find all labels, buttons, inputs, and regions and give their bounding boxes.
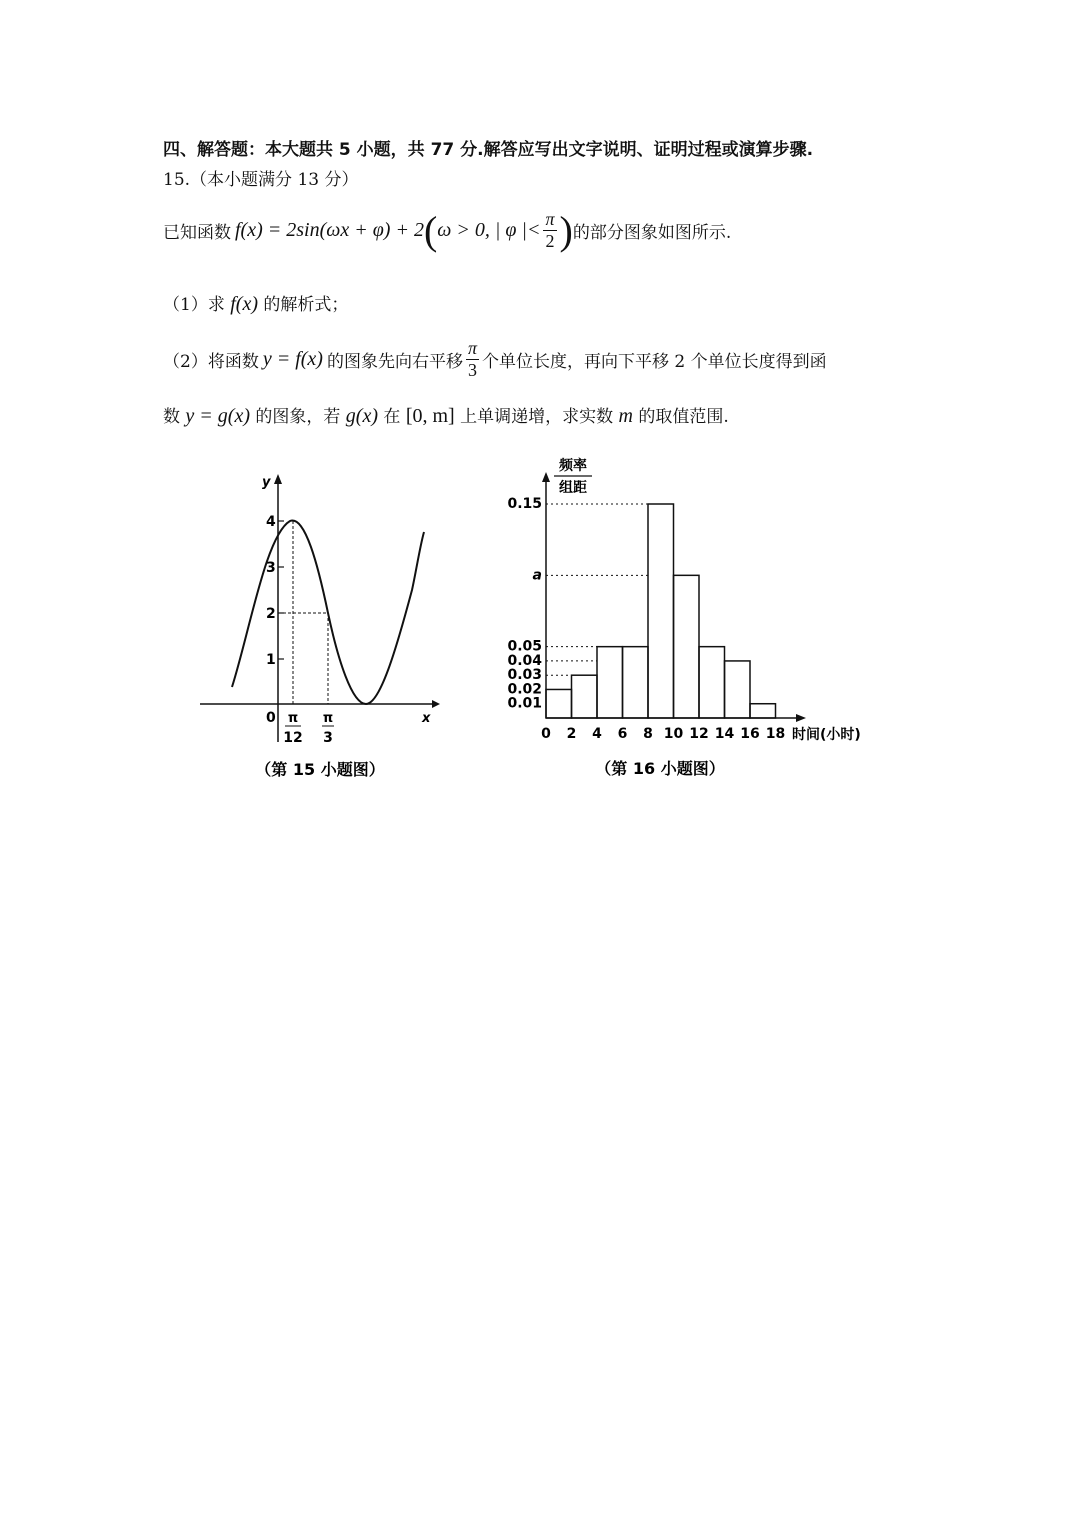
hist-y-tick-label: a: [532, 567, 542, 584]
q2-interval: [0, m]: [405, 405, 455, 427]
question-2-line-1: [163, 334, 827, 384]
q2-l2-e: 的取值范围.: [638, 407, 729, 427]
problem-intro: [163, 205, 731, 255]
hist-x-tick-label: 6: [617, 726, 628, 742]
figure-16-caption: （第 16 小题图）: [595, 759, 725, 778]
hist-x-tick-label: 12: [689, 726, 709, 742]
section-header: 四、解答题：本大题共 5 小题，共 77 分.解答应写出文字说明、证明过程或演算步骤.: [163, 140, 814, 160]
y-axis-arrow: [274, 474, 282, 484]
hist-x-tick-label: 16: [740, 726, 760, 742]
sine-curve: [232, 521, 424, 704]
hist-y-axis-arrow: [542, 472, 550, 482]
q2-m: m: [618, 405, 633, 427]
origin-label: 0: [266, 710, 276, 726]
hist-x-tick-label: 10: [663, 726, 684, 742]
frac-den-three: 3: [467, 359, 477, 380]
y-label-bottom: 组距: [559, 480, 587, 496]
hist-x-tick-label: 4: [592, 726, 602, 742]
hist-y-tick-label: 0.02: [507, 681, 542, 698]
hist-x-tick-label: 8: [643, 726, 653, 742]
x-tick-pi12-den: 12: [283, 730, 303, 746]
left-paren: (: [423, 207, 438, 253]
formula: f(x) = 2sin(ωx + φ) + 2: [235, 218, 424, 241]
figure-15: [200, 460, 450, 790]
x-axis-label: x: [422, 711, 431, 726]
question-1: [163, 290, 348, 316]
hist-x-tick-label: 2: [566, 726, 577, 742]
hist-bar: [699, 647, 725, 718]
frac-num: π: [545, 208, 555, 229]
hist-bar: [674, 575, 700, 718]
y-tick-label-1: 1: [266, 652, 276, 668]
figure-16-histogram: [500, 450, 890, 790]
intro-prefix: 已知函数: [163, 222, 231, 243]
q2-l2-c: 在: [383, 407, 401, 427]
q1-prefix: （1）求: [163, 295, 225, 315]
hist-bar: [597, 647, 623, 718]
hist-bar: [725, 661, 751, 718]
q2-mid2: 个单位长度，再向下平移 2 个单位长度得到函: [482, 351, 827, 372]
hist-x-axis-arrow: [796, 714, 806, 722]
intro-suffix: 的部分图象如图所示.: [572, 222, 732, 243]
hist-x-tick-label: 0: [541, 726, 551, 742]
frac-num-pi: π: [467, 337, 477, 358]
hist-y-tick-label: 0.04: [507, 652, 542, 669]
y-label-top: 频率: [559, 458, 587, 474]
x-tick-pi3-den: 3: [323, 730, 333, 746]
hist-bar: [750, 704, 776, 718]
q2-gx: g(x): [345, 405, 378, 427]
condition: ω > 0, | φ |<: [437, 218, 541, 241]
y-tick-label-3: 3: [266, 560, 276, 576]
pi-over-two: [543, 209, 556, 251]
hist-bar: [648, 504, 674, 718]
x-axis-arrow: [432, 700, 440, 708]
q2-ygx: y = g(x): [185, 405, 250, 427]
q2-prefix: （2）将函数: [163, 351, 259, 372]
frac-den: 2: [545, 230, 555, 251]
q2-l2-a: 数: [163, 407, 180, 427]
q2-mid1: 的图象先向右平移: [326, 351, 463, 372]
q1-suffix: 的解析式；: [263, 295, 349, 315]
hist-y-tick-label: 0.01: [507, 695, 542, 712]
hist-x-tick-label: 14: [714, 726, 735, 742]
question-2-line-2: [163, 402, 729, 428]
hist-bar: [572, 675, 598, 718]
hist-x-axis-label: 时间(小时): [792, 727, 861, 743]
x-tick-pi12-num: π: [287, 711, 299, 726]
q2-l2-d: 上单调递增，求实数: [460, 407, 614, 427]
hist-y-tick-label: 0.03: [507, 667, 542, 684]
right-paren: ): [559, 207, 573, 253]
figure-15-caption: （第 15 小题图）: [255, 760, 385, 779]
problem-heading: 15.（本小题满分 13 分）: [163, 170, 359, 190]
hist-y-tick-label: 0.15: [507, 496, 542, 512]
hist-x-tick-label: 18: [765, 726, 786, 742]
q1-fx: f(x): [230, 293, 258, 315]
pi-over-three: [466, 338, 479, 380]
y-tick-label-4: 4: [266, 514, 276, 530]
q2-l2-b: 的图象，若: [255, 407, 341, 427]
hist-bar: [546, 689, 572, 718]
x-tick-pi3-num: π: [322, 711, 334, 726]
hist-bar: [623, 647, 649, 718]
q2-yfx: y = f(x): [262, 347, 323, 370]
y-axis-label: y: [262, 475, 271, 490]
hist-y-tick-label: 0.05: [507, 638, 542, 655]
y-tick-label-2: 2: [266, 606, 276, 622]
